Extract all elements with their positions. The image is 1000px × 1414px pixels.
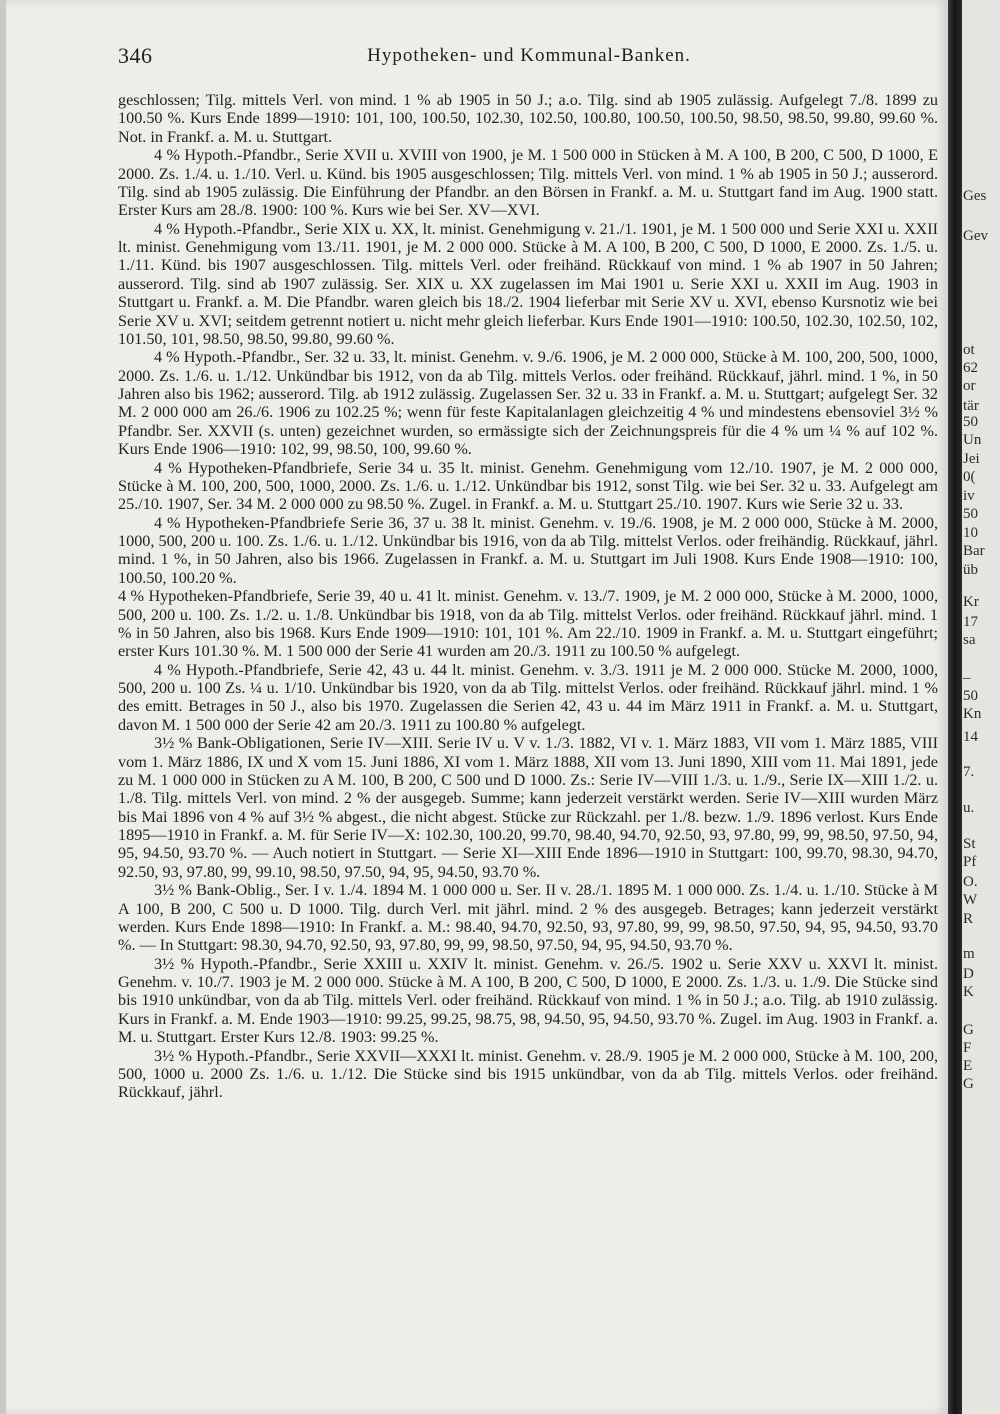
paragraph-11: 3½ % Hypoth.-Pfandbr., Serie XXVII—XXXI lt. minist. Genehm. v. 28./9. 1905 je M. 2 000 000, Stücke à M. 100, 200, 500, 1000 u. 2000 Zs. 1./6. u. 1./12. Die Stücke sind bis 1915 unkündbar, von da ab Tilg. mittels Verlos. oder freihänd. Rückkauf, jährl.	[118, 1046, 938, 1102]
neighbor-fragment: F	[963, 1040, 972, 1056]
neighbor-fragment: 14	[963, 729, 978, 745]
neighbor-fragment: sa	[963, 632, 976, 648]
paragraph-3: 4 % Hypoth.-Pfandbr., Ser. 32 u. 33, lt. minist. Genehm. v. 9./6. 1906, je M. 2 000 000, Stücke à M. 100, 200, 500, 1000, 2000. Zs. 1./6. u. 1./12. Unkündbar bis 1912, von da ab Tilg. mittels Verlos. oder freihänd. Rückkauf, jährl. mind. 1 %, in 50 Jahren also bis 1962; ausserord. Tilg. ab 1912 zulässig. Zugelassen Ser. 32 u. 33 in Frankf. a. M. u. Stuttgart; aufgelegt Ser. 32 M. 2 000 000 am 26./6. 1906 zu 102.25 %; wenn für feste Kapitalanlagen gleichzeitig 4 % und mindestens ebensoviel 3½ % Pfandbr. Ser. XXVII (s. unten) gezeichnet wurden, so ermässigte sich der Zeichnungspreis für die 4 % um ¼ % auf 102 %. Kurs Ende 1906—1910: 102, 99, 98.50, 100, 99.60 %.	[118, 348, 938, 459]
paragraph-4: 4 % Hypotheken-Pfandbriefe, Serie 34 u. 35 lt. minist. Genehm. Genehmigung vom 12./10. 1907, je M. 2 000 000, Stücke à M. 100, 200, 500, 1000, 2000. Zs. 1./6. u. 1./12. Unkündbar bis 1912, sonst Tilg. wie bei Ser. 32 u. 33. Aufgelegt am 25./10. 1907, Ser. 34 M. 2 000 000 zu 98.50 %. Zugel. in Frankf. a. M. u. Stuttgart 25./10. 1907. Kurs wie Serie 32 u. 33.	[118, 458, 938, 514]
neighbor-fragment: Pf	[963, 854, 977, 870]
neighbor-fragment: Jei	[963, 451, 980, 467]
neighbor-fragment: 17	[963, 614, 978, 630]
book-gutter	[948, 0, 962, 1414]
paragraph-5: 4 % Hypotheken-Pfandbriefe Serie 36, 37 u. 38 lt. minist. Genehm. v. 19./6. 1908, je M. 2 000 000, Stücke à M. 2000, 1000, 500, 200 u. 100. Zs. 1./6. u. 1./12. Unkündbar bis 1916, von da ab Tilg. mittelst Verlos. oder freihändig. Rückkauf, jährl. mind. 1 %, in 50 Jahren, also bis 1966. Zugelassen in Frankf. a. M. u. Stuttgart im Juli 1908. Kurs Ende 1908—1910: 100, 100.50, 100.20 %.	[118, 513, 938, 587]
neighbor-fragment: 50	[963, 506, 978, 522]
neighbor-fragment: iv	[963, 488, 975, 504]
running-head: Hypotheken- und Kommunal-Banken.	[367, 45, 691, 66]
neighbor-fragment: Bar	[963, 543, 985, 559]
neighbor-fragment: Kn	[963, 706, 982, 722]
neighbor-page-edge	[962, 0, 1000, 1414]
neighbor-fragment: G	[963, 1022, 974, 1038]
neighbor-fragment: Un	[963, 432, 982, 448]
neighbor-fragment: W	[963, 892, 978, 908]
neighbor-fragment: 7.	[963, 764, 975, 780]
page-sheet	[6, 0, 948, 1414]
neighbor-fragment: E	[963, 1058, 973, 1074]
neighbor-fragment: 50	[963, 414, 978, 430]
neighbor-fragment: –	[963, 670, 971, 686]
page-number: 346	[118, 43, 153, 68]
neighbor-fragment: üb	[963, 562, 978, 578]
neighbor-fragment: R	[963, 911, 974, 927]
neighbor-fragment: tär	[963, 398, 979, 414]
neighbor-fragment: or	[963, 378, 976, 394]
neighbor-fragment: m	[963, 946, 975, 962]
neighbor-fragment: Gev	[963, 228, 988, 244]
neighbor-fragment: K	[963, 984, 974, 1000]
neighbor-fragment: D	[963, 966, 974, 982]
neighbor-fragment: Ges	[963, 188, 987, 204]
neighbor-fragment: Kr	[963, 594, 979, 610]
paragraph-6: 4 % Hypotheken-Pfandbriefe, Serie 39, 40 u. 41 lt. minist. Genehm. v. 13./7. 1909, je M. 2 000 000, Stücke à M. 2000, 1000, 500, 200 u. 100. Zs. 1./2. u. 1./8. Unkündbar bis 1918, von da ab Tilg. mittelst Verlos. oder freihänd. Rückkauf jährl. mind. 1 % in 50 Jahren, also bis 1968. Kurs Ende 1909—1910: 101, 101 %. Am 22./10. 1909 in Frankf. a. M. u. Stuttgart eingeführt; erster Kurs 101.30 %. M. 1 500 000 der Serie 41 wurden am 20./3. 1911 zu 100.50 % aufgelegt.	[118, 587, 938, 661]
neighbor-fragment: St	[963, 836, 976, 852]
paragraph-1: 4 % Hypoth.-Pfandbr., Serie XVII u. XVIII von 1900, je M. 1 500 000 in Stücken à M. A 100, B 200, C 500, D 1000, E 2000. Zs. 1./4. u. 1./10. Verl. u. Künd. bis 1905 ausgeschlossen; Tilg. mittels Verl. von mind. 1 % ab 1905 in 50 J.; ausserord. Tilg. sind ab 1905 zulässig. Die Einführung der Pfandbr. an den Börsen in Frankf. a. M. u. Stuttgart fand im Aug. 1900 statt. Erster Kurs am 28./8. 1900: 100 %. Kurs wie bei Ser. XV—XVI.	[118, 146, 938, 220]
page-header	[114, 40, 944, 70]
neighbor-fragment: 50	[963, 688, 978, 704]
neighbor-fragment: u.	[963, 800, 975, 816]
paragraph-0: geschlossen; Tilg. mittels Verl. von mind. 1 % ab 1905 in 50 J.; a.o. Tilg. sind ab 1905 zulässig. Aufgelegt 7./8. 1899 zu 100.50 %. Kurs Ende 1899—1910: 101, 100, 100.50, 102.30, 102.50, 100.80, 100.50, 100.50, 98.50, 98.50, 99.80, 99.60 %. Not. in Frankf. a. M. u. Stuttgart.	[118, 91, 938, 146]
paragraph-2: 4 % Hypoth.-Pfandbr., Serie XIX u. XX, lt. minist. Genehmigung v. 21./1. 1901, je M. 1 500 000 und Serie XXI u. XXII lt. minist. Genehmigung vom 13./11. 1901, je M. 2 000 000. Stücke à M. A 100, B 200, C 500, D 1000, E 2000. Zs. 1./5. u. 1./11. Künd. bis 1907 ausgeschlossen. Tilg. mittels Verl. oder freihänd. Rückkauf von mind. 1 % ab 1907 in 50 Jahren; ausserord. Tilg. sind ab 1907 zulässig. Ser. XIX u. XX zugelassen im Mai 1901 u. Serie XXI u. XXII im Aug. 1903 in Stuttgart u. Frankf. a. M. Die Pfandbr. waren gleich bis 18./2. 1904 lieferbar mit Serie XV u. XVI, ebenso Kursnotiz wie bei Serie XV u. XVI; seitdem getrennt notiert u. nicht mehr gleich lieferbar. Kurs Ende 1901—1910: 100.50, 102.30, 102.50, 102, 101.50, 101, 98.50, 98.50, 99.80, 99.60 %.	[118, 219, 938, 348]
neighbor-fragment: G	[963, 1076, 974, 1092]
neighbor-fragment: 0(	[963, 469, 976, 485]
paragraph-7: 4 % Hypoth.-Pfandbriefe, Serie 42, 43 u. 44 lt. minist. Genehm. v. 3./3. 1911 je M. 2 000 000. Stücke M. 2000, 1000, 500, 200 u. 100 Zs. ¼ u. 1/10. Unkündbar bis 1920, von da ab Tilg. mittelst Verlos. oder freihänd. Rückkauf jährl. mind. 1 % des emitt. Betrages in 50 J., also bis 1970. Zugelassen die Serien 42, 43 u. 44 im März 1911 in Frankf. a. M. u. Stuttgart, davon M. 1 500 000 der Serie 42 am 20./3. 1911 zu 100.80 % aufgelegt.	[118, 660, 938, 734]
neighbor-fragment: 62	[963, 360, 978, 376]
paragraph-8: 3½ % Bank-Obligationen, Serie IV—XIII. Serie IV u. V v. 1./3. 1882, VI v. 1. März 1883, VII vom 1. März 1885, VIII vom 1. März 1886, IX und X vom 15. Juni 1886, XI vom 1. März 1888, XII vom 13. Juni 1890, XIII vom 11. Mai 1891, jede zu M. 1 000 000 in Stücken zu A M. 100, B 200, C 500 und D 1000. Zs.: Serie IV—VIII 1./3. u. 1./9., Serie IX—XIII 1./2. u. 1./8. Tilg. mittels Verl. von mind. 2 % der ausgegeb. Summe; kann jederzeit verstärkt werden. Serie IV—XIII wurden März bis Mai 1896 von 4 % auf 3½ % abgest., die nicht abgest. Stücke zur Rückzahl. per 1./8. bezw. 1./9. 1896 verlost. Kurs Ende 1895—1910 in Frankf. a. M. für Serie IV—X: 102.30, 100.20, 99.70, 98.40, 94.70, 92.50, 93, 97.80, 99, 99, 98.50, 97.50, 94, 95, 94.50, 93.70 %. — Auch notiert in Stuttgart. — Serie XI—XIII Ende 1896—1910 in Stuttgart: 100, 99.70, 98.30, 94.70, 92.50, 93, 97.80, 99, 99.10, 98.50, 97.50, 94, 95, 94.50, 93.70 %.	[118, 734, 938, 881]
paragraph-10: 3½ % Hypoth.-Pfandbr., Serie XXIII u. XXIV lt. minist. Genehm. v. 26./5. 1902 u. Serie XXV u. XXVI lt. minist. Genehm. v. 10./7. 1903 je M. 2 000 000. Stücke à M. A 100, B 200, C 500, D 1000, E 2000. Zs. 1./3. u. 1./9. Die Stücke sind bis 1910 unkündbar, von da ab Tilg. mittels Verl. oder freihänd. Rückkauf von mind. 1 % in 50 J.; a.o. Tilg. ab 1910 zulässig. Kurs in Frankf. a. M. Ende 1903—1910: 99.25, 99.25, 98.75, 98, 94.50, 95, 94.50, 93.70 %. Zugel. im Aug. 1903 in Frankf. a. M. u. Stuttgart. Erster Kurs 12./8. 1903: 99.25 %.	[118, 954, 938, 1047]
neighbor-fragment: O.	[963, 874, 978, 890]
neighbor-fragment: ot	[963, 342, 975, 358]
neighbor-fragment: 10	[963, 525, 978, 541]
paragraph-9: 3½ % Bank-Oblig., Ser. I v. 1./4. 1894 M. 1 000 000 u. Ser. II v. 28./1. 1895 M. 1 000 000. Zs. 1./4. u. 1./10. Stücke à M A 100, B 200, C 500 u. D 1000. Tilg. durch Verl. mit jährl. mind. 2 % des ausgegeb. Betrages; kann jederzeit verstärkt werden. Kurs Ende 1898—1910: In Frankf. a. M.: 98.40, 94.70, 92.50, 93, 97.80, 99, 99, 98.50, 97.50, 94, 95, 94.50, 93.70 %. — In Stuttgart: 98.30, 94.70, 92.50, 93, 97.80, 99, 99, 98.50, 97.50, 94, 95, 94.50, 93.70 %.	[118, 881, 938, 955]
body-text	[118, 91, 938, 1102]
